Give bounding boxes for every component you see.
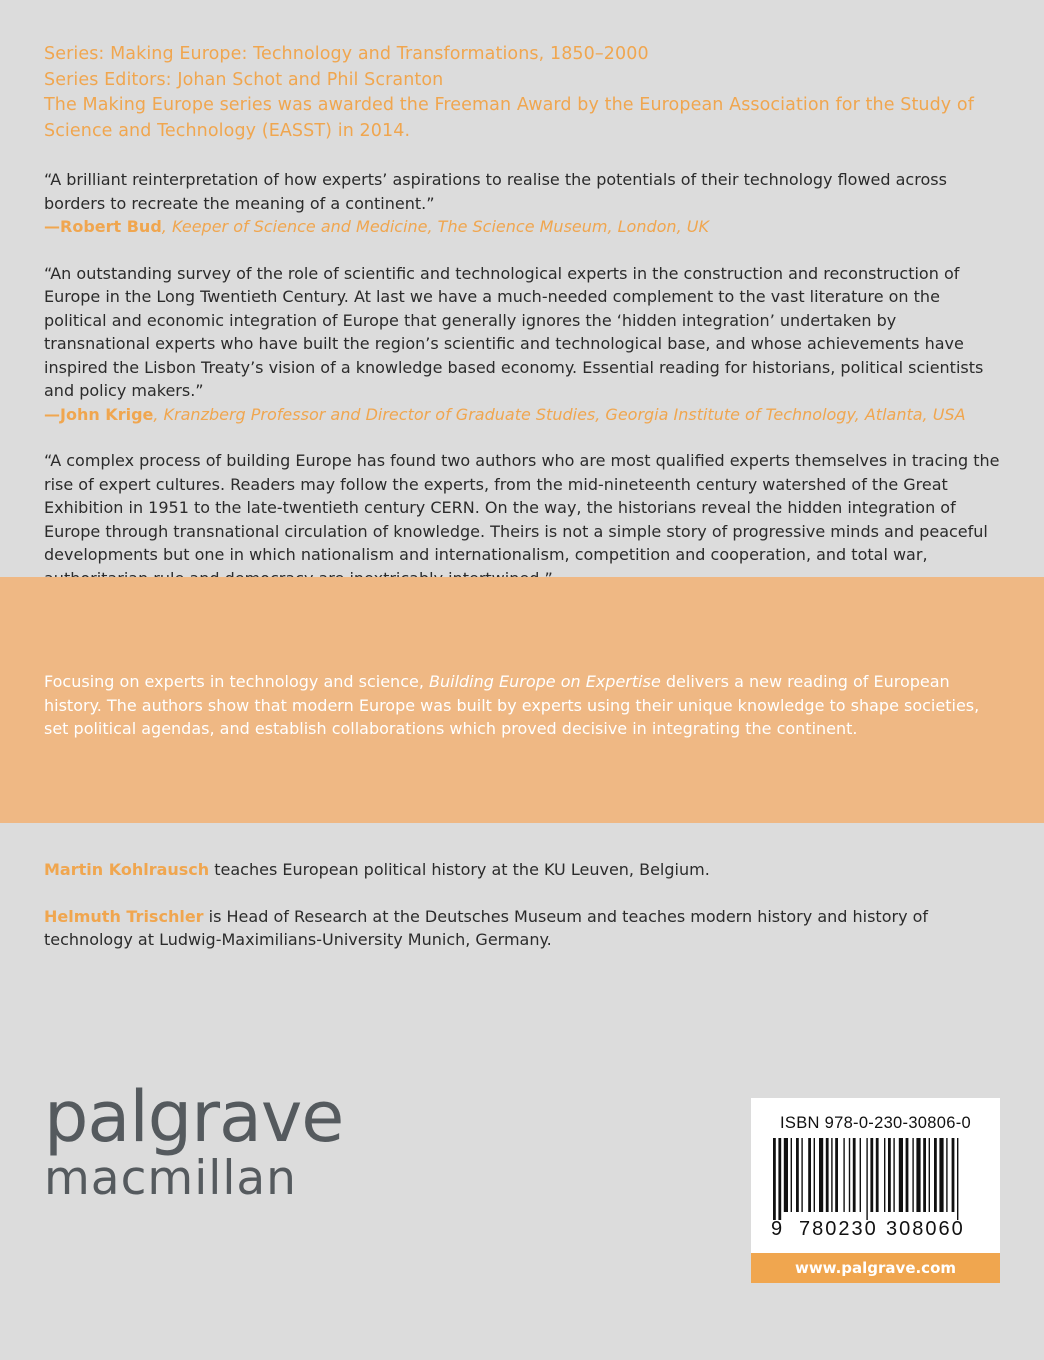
- barcode-digits-left: 780230: [799, 1218, 878, 1240]
- quote-author: —Robert Bud: [44, 217, 162, 236]
- logo-line-1: palgrave: [44, 1076, 344, 1158]
- barcode-bar: [893, 1138, 894, 1212]
- quote-author: —John Krige: [44, 404, 154, 424]
- quote-role: , Keeper of Science and Medicine, The Science Museum, London, UK: [161, 217, 709, 236]
- barcode-bar: [801, 1138, 802, 1212]
- barcode-digit-first: 9: [771, 1218, 783, 1240]
- barcode-bar: [819, 1138, 823, 1212]
- barcode-digits-right: 308060: [886, 1218, 965, 1240]
- quote-attribution: [44, 215, 1004, 239]
- barcode-bar: [870, 1138, 873, 1212]
- author-bios: [44, 858, 1004, 975]
- blurb-post: delivers a new reading of European history. The authors show that modern Europe was built by experts using their unique knowledge to shape societies, set political agendas, and establish collaborations which proved decisive in integrating the continent.: [44, 672, 980, 738]
- barcode-bar: [934, 1138, 937, 1212]
- publisher-logo: [44, 1076, 344, 1206]
- endorsement-2: [44, 262, 1004, 427]
- blurb-pre: Focusing on experts in technology and science,: [44, 672, 430, 691]
- barcode-bar: [957, 1138, 958, 1220]
- barcode-bar: [831, 1138, 832, 1212]
- barcode-bar: [884, 1138, 885, 1212]
- isbn-barcode-box: [751, 1098, 1000, 1283]
- blurb-band: [0, 577, 1044, 823]
- series-award: The Making Europe series was awarded the Freeman Award by the European Association for the Study of Science and Technology (EASST) in 2014.: [44, 95, 974, 141]
- barcode-bar: [929, 1138, 930, 1212]
- barcode-bar: [866, 1138, 867, 1220]
- publisher-website-link[interactable]: www.palgrave.com: [751, 1253, 1000, 1283]
- quote-text: “A complex process of building Europe has found two authors who are most qualified experts themselves in tracing the rise of expert cultures. Readers may follow the experts, from the mid-nineteenth century watershed of the Great Exhibition in 1951 to the late-twentieth century CERN. On the way, the historians reveal the hidden integration of Europe through transnational circulation of knowledge. Theirs is not a simple story of progressive minds and peaceful developments but one in which nationalism and internationalism, competition and cooperation, and total war,: [44, 451, 1000, 564]
- barcode-bar: [952, 1138, 955, 1212]
- author-bio: teaches European political history at the KU Leuven, Belgium.: [209, 860, 710, 879]
- barcode-bar: [853, 1138, 856, 1212]
- barcode-icon: [769, 1138, 982, 1220]
- author-bio: is Head of Research at the Deutsches Museum and teaches modern history and history of technology at Ludwig-Maximilians-University Munich, Germany.: [44, 906, 929, 949]
- isbn-label: ISBN 978-0-230-30806-0: [780, 1114, 971, 1132]
- barcode-bar: [843, 1138, 844, 1212]
- series-info: [44, 42, 994, 144]
- barcode-bar: [826, 1138, 829, 1212]
- barcode-bar: [849, 1138, 850, 1212]
- quote-role: , Kranzberg Professor and Director of Graduate Studies, Georgia Institute of Technology, Atlanta, USA: [153, 404, 966, 424]
- barcode-bar: [814, 1138, 815, 1212]
- barcode-bar: [923, 1138, 926, 1212]
- series-title: Series: Making Europe: Technology and Transformations, 1850–2000: [44, 44, 649, 64]
- barcode-bar: [912, 1138, 913, 1212]
- logo-line-2: macmillan: [44, 1151, 297, 1206]
- author-name: Helmuth Trischler: [44, 906, 204, 926]
- blurb-text: [44, 670, 1004, 741]
- barcode-bar: [946, 1138, 947, 1212]
- barcode-bar: [796, 1138, 799, 1212]
- barcode-bar: [906, 1138, 909, 1212]
- barcode-bar: [784, 1138, 788, 1212]
- book-title: Building Europe on Expertise: [429, 672, 661, 691]
- barcode-bar: [860, 1138, 861, 1212]
- barcode-bar: [835, 1138, 838, 1212]
- series-editors: Series Editors: Johan Schot and Phil Scranton: [44, 69, 444, 90]
- barcode-bar: [791, 1138, 792, 1212]
- author-bio-1: [44, 858, 1004, 882]
- barcode-bar: [876, 1138, 879, 1212]
- quote-text: “A brilliant reinterpretation of how experts’ aspirations to realise the potentials of their technology flowed across borders to recreate the meaning of a continent.”: [44, 170, 947, 213]
- barcode-bar: [808, 1138, 811, 1212]
- barcode-bar: [778, 1138, 781, 1220]
- barcode-bar: [916, 1138, 920, 1212]
- author-bio-2: [44, 905, 1004, 952]
- barcode-bar: [888, 1138, 891, 1212]
- quote-text: “An outstanding survey of the role of scientific and technological experts in the construction and reconstruction of Europe in the Long Twentieth Century. At last we have a much-needed complement to the vast literature on the political and economic integration of Europe that generally ignores the ‘hidden integration’ undertaken by transnational experts who have built the region’s scientific and technological base, and whose achievements have inspired the Lisbon Treaty’s vision of a knowledge based economy. Essential reading for historians, political scientists and policy makers.”: [44, 263, 984, 400]
- barcode-bar: [773, 1138, 776, 1220]
- endorsements: [44, 168, 1004, 637]
- barcode-bar: [899, 1138, 903, 1212]
- quote-attribution: [44, 403, 1004, 427]
- barcode-bar: [939, 1138, 943, 1212]
- endorsement-1: [44, 168, 1004, 239]
- author-name: Martin Kohlrausch: [44, 860, 210, 879]
